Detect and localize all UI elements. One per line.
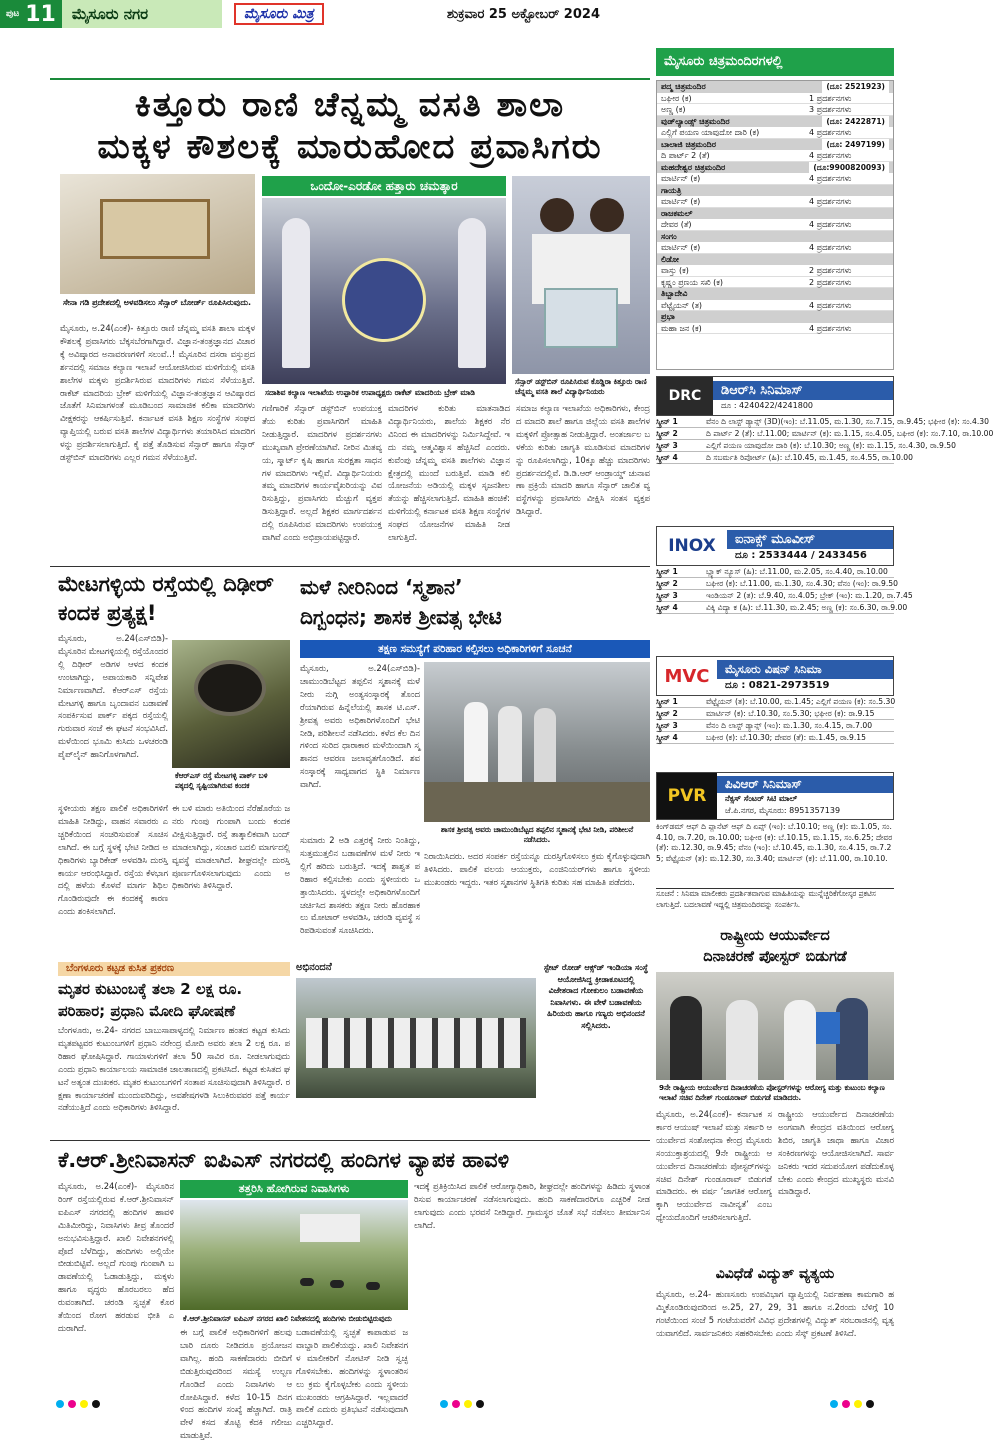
pvr-block [656,772,894,922]
movie-row [657,265,893,277]
drc-title: ಡಿಆರ್‌ಸಿ ಸಿನಿಮಾಸ್ [713,381,893,400]
movie-title: ಮಾರ್ಟಿನ್ (ಕ) [661,197,701,206]
ayur-caption: 9ನೇ ರಾಷ್ಟ್ರೀಯ ಆಯುರ್ವೇದ ದಿನಾಚರಣೆಯ ಪೋಸ್ಟರ್‌ಗಳನ್ನು ಆರೋಗ್ಯ ಮತ್ತು ಕುಟುಂಬ ಕಲ್ಯಾಣ ಇಲಾಖೆ ಸಚಿವ ದಿನೇಶ್ ಗುಂಡೂರಾವ್ ಬಿಡುಗಡೆ ಮಾಡಿದರು. [656,1082,894,1106]
screen-name: ಸ್ಕ್ರೀನ್ 4 [656,453,678,462]
mvc-title: ಮೈಸೂರು ವಿಷನ್ ಸಿನಿಮಾ [717,660,893,679]
inox-title-wrap [727,530,893,562]
screen-shows: ವೆಟ್ಟೈಯನ್ (ತ): ಬೆ.10.00, ಮ.1.45; ಎಲ್ಲಿಗೆ ಪಯಣ (ಕ): ಸಂ.5.30 [706,697,896,706]
story4-headline [58,978,290,1022]
story3-headline [300,572,650,634]
magenta-dot [68,1400,76,1408]
theatre-row [657,288,893,300]
crater-shape [194,660,266,716]
story5-body-col-2: ಈ ಬಗ್ಗೆ ಪಾಲಿಕೆ ಅಧಿಕಾರಿಗಳಿಗೆ ಹಲವು ಬಾರಿ ದೂರು ನೀಡಿದರೂ ಪ್ರಯೋಜನವಾಗಿಲ್ಲ. ಹಂದಿ ಸಾಕಣೆದಾರರು ಬೀದಿಗೆ ಬಿಡುತ್ತಿರುವುದರಿಂದ ಸಮಸ್ಯೆ ಉಲ್ಬಣಗೊಂಡಿದೆ ಎಂದು ನಿವಾಸಿಗಳು ಆರೋಪಿಸಿದ್ದಾರೆ. ಕಳೆದ 10-15 ದಿನಗಳಿಂದ ಹಂದಿಗಳ ಸಂಖ್ಯೆ ಹೆಚ್ಚಾಗಿದೆ. ರಾತ್ರಿ ವೇಳೆ ಕಸದ ತೊಟ್ಟಿ ಕೆದಕಿ ಗಲೀಜು ಮಾಡುತ್ತಿವೆ. [180,1327,292,1441]
inox-rows [656,566,913,614]
lead-caption-mid: ಸದಾಶಿವ ಕಲ್ಯಾಣ ಇಲಾಖೆಯ ಉಪ್ಪಾರಿಕ ಉಪಾಧ್ಯಕ್ಷರು ರಾಕೆಟ್ ಮಾದರಿಯ ಬ್ರೇಕ್ ಮಾಡಿ [262,386,506,398]
screen-row [656,708,894,720]
person-shape-3 [784,1000,816,1080]
ayur-headline [656,926,894,970]
movie-title: ಮಾರ್ಟಿನ್ (ಕ) [661,243,701,252]
movie-title: ವೆಟ್ಟೈಯನ್ (ತ) [661,300,703,310]
screen-row [656,428,993,440]
pvr-logo: PVR [657,773,717,819]
screen-row [656,566,894,578]
person-shape-1 [670,996,702,1080]
drc-phone: ದೂ : 4240422/4241800 [721,400,814,410]
movie-title: ಅಣ್ಣ (ಕ) [661,105,686,114]
person-shape-3 [534,708,556,782]
movie-title: ಮಹಾ ಜನ (ಕ) [661,323,702,333]
pig-shape-2 [330,1280,344,1288]
inox-block [656,526,913,630]
inox-phone: ದೂ : 2533444 / 2433456 [735,550,867,561]
lead-body-col-3: ಮಾದರಿಗಳ ಕುರಿತು ಮಾತನಾಡಿದ ವಿದ್ಯಾರ್ಥಿನಿಯರು, ಶಾಲೆಯ ಶಿಕ್ಷಕರ ನೆರವಿನಿಂದ ಈ ಮಾದರಿಗಳನ್ನು ನಿರ್ಮಿಸಿದ್ದೇವೆ. ಇದು ನಮ್ಮ ಆತ್ಮವಿಶ್ವಾಸ ಹೆಚ್ಚಿಸಿದೆ ಎಂದರು. ಕುವೆಂಪು ಚೆನ್ನಮ್ಮ ವಸತಿ ಶಾಲೆಗಳು ವಿಜ್ಞಾನ ಕ್ಷೇತ್ರದಲ್ಲಿ ಮುಂದೆ ಬರುತ್ತಿವೆ. ಮಾಡಿ ಕಲಿ ಯೋಜನೆಯ ಅಡಿಯಲ್ಲಿ ಮಕ್ಕಳ ಸೃಜನಶೀಲತೆಯನ್ನು ಹೆಚ್ಚಿಸಲಾಗುತ್ತಿದೆ. ಮಾಹಿತಿ ಹಂಚಿಕೆ: ಮಳಿಗೆಯಲ್ಲಿ ಕರ್ನಾಟಕ ವಸತಿ ಶಿಕ್ಷಣ ಸಂಸ್ಥೆಗಳ ಸಂಘದ ಯೋಜನೆಗಳ ಮಾಹಿತಿ ನೀಡಲಾಗುತ್ತಿದೆ. [388,403,510,543]
pig-shape-3 [366,1282,380,1290]
black-dot [866,1400,874,1408]
screen-name: ಸ್ಕ್ರೀನ್ 3 [656,721,678,730]
story5-body-col-4: ಇದಕ್ಕೆ ಪ್ರತಿಕ್ರಿಯಿಸಿದ ಪಾಲಿಕೆ ಆರೋಗ್ಯಾಧಿಕಾರಿ, ಶೀಘ್ರದಲ್ಲೇ ಹಂದಿಗಳನ್ನು ಹಿಡಿದು ಸ್ಥಳಾಂತರಿಸುವ ಕಾರ್ಯಾಚರಣೆ ನಡೆಸಲಾಗುವುದು. ಹಂದಿ ಸಾಕಣೆದಾರರಿಗೂ ಎಚ್ಚರಿಕೆ ನೀಡಲಾಗುವುದು ಎಂದು ಭರವಸೆ ನೀಡಿದ್ದಾರೆ. ಗ್ರಾಮಸ್ಥರ ಜೊತೆ ಸಭೆ ನಡೆಸಲು ತೀರ್ಮಾನಿಸಲಾಗಿದೆ. [414,1181,650,1230]
story5-strap: ತತ್ತರಿಸಿ ಹೋಗಿರುವ ನಿವಾಸಿಗಳು [180,1180,408,1198]
screen-shows: ಇಂಡಿಯನ್ 2 (ತ): ಬೆ.9.40, ಸಂ.4.05; ಬ್ರೇಕ್ (ಇಂ): ಮ.1.20, ರಾ.7.45 [706,591,913,600]
power-headline: ವಿವಿಧೆಡೆ ವಿದ್ಯುತ್ ವ್ಯತ್ಯಯ [715,1266,835,1282]
rocket-left-shape [282,218,310,368]
sidebar-title: ಮೈಸೂರು ಚಿತ್ರಮಂದಿರಗಳಲ್ಲಿ [656,48,894,76]
drc-rows [656,416,993,464]
theatre-name: ವುಡ್‌ಲ್ಯಾಂಡ್ಸ್ ಚಿತ್ರಮಂದಿರ [661,116,730,126]
story4-headline-line-2: ಪರಿಹಾರ; ಪ್ರಧಾನಿ ಮೋದಿ ಘೋಷಣೆ [58,1002,236,1020]
movie-row [657,219,893,231]
mvc-title-wrap [717,660,893,692]
movie-row [657,93,893,105]
story2-caption: ಕೆಆರ್‌ಎಸ್ ರಸ್ತೆ ಮೇಟಗಳ್ಳಿ ಪಾರ್ಕ್ ಬಳಿ ಪಕ್ಕದಲ್ಲಿ ಸೃಷ್ಟಿಯಾಗಿರುವ ಕಂದಕ [172,770,290,794]
story5-headline: ಕೆ.ಆರ್.ಶ್ರೀನಿವಾಸನ್ ಐಪಿಎಸ್ ನಗರದಲ್ಲಿ ಹಂದಿಗಳ ವ್ಯಾಪಕ ಹಾವಳಿ [58,1148,510,1172]
screen-shows: ಮಾರ್ಟಿನ್ (ಕ): ಬೆ.10.30, ಸಂ.5.30; ಭಘೀರ (ಕ): ರಾ.9.15 [706,709,875,718]
screen-row [656,578,898,590]
movie-row [657,323,893,335]
movie-title: ಮಾರ್ಟಿನ್ (ಕ) [661,174,701,183]
theatre-name: ಪದ್ಮ ಚಿತ್ರಮಂದಿರ [661,82,706,91]
story4-body: ಬೆಂಗಳೂರು, ಅ.24- ನಗರದ ಬಾಬುಸಾಪಾಳ್ಯದಲ್ಲಿ ನಿರ್ಮಾಣ ಹಂತದ ಕಟ್ಟಡ ಕುಸಿದು ಮೃತಪಟ್ಟವರ ಕುಟುಂಬಗಳಿಗೆ ಪ್ರಧಾನಿ ನರೇಂದ್ರ ಮೋದಿ ಅವರು ತಲಾ 2 ಲಕ್ಷ ರೂ. ಪರಿಹಾರ ಘೋಷಿಸಿದ್ದಾರೆ. ಗಾಯಾಳುಗಳಿಗೆ ತಲಾ 50 ಸಾವಿರ ರೂ. ನೀಡಲಾಗುವುದು ಎಂದು ಪ್ರಧಾನಿ ಕಾರ್ಯಾಲಯ ಸಾಮಾಜಿಕ ಜಾಲತಾಣದಲ್ಲಿ ಪ್ರಕಟಿಸಿದೆ. ಕಟ್ಟಡ ಕುಸಿತದ ಘಟನೆ ಅತ್ಯಂತ ದುಃಖಕರ. ಮೃತರ ಕುಟುಂಬಗಳಿಗೆ ಸಂತಾಪ ಸೂಚಿಸುವುದಾಗಿ ತಿಳಿಸಿದ್ದಾರೆ. ರಕ್ಷಣಾ ಕಾರ್ಯಾಚರಣೆ ಮುಂದುವರಿದಿದ್ದು, ಅವಶೇಷಗಳಡಿ ಸಿಲುಕಿರುವವರ ಪತ್ತೆ ಕಾರ್ಯ ನಡೆಯುತ್ತಿದೆ ಎಂದು ಅಧಿಕಾರಿಗಳು ತಿಳಿಸಿದ್ದಾರೆ. [58,1025,290,1113]
mvc-phone: ದೂ : 0821-2973519 [725,680,830,691]
paper-logo: ಮೈಸೂರು ಮಿತ್ರ [234,3,324,25]
theatre-name: ಮಹದೇಶ್ವರ ಚಿತ್ರಮಂದಿರ [661,162,726,172]
movie-shows: 3 ಪ್ರದರ್ಶನಗಳು [809,105,852,114]
pvr-shows: ಕಿಂಗ್‌ಡಮ್ ಆಫ್ ದಿ ಪ್ಲಾನೆಟ್ ಆಫ್ ದಿ ಏಪ್ಸ್ (ಇಂ): ಬೆ.10.10; ಅಣ್ಣ (ಕ): ಮ.1.05, ಸಂ.4.10, ರಾ.7.20, ರಾ.10.00; ಬಘೀರ (ಕ): ಬೆ.10.15, ಮ.1.15, ಸಂ.6.25; ದೇವರ (ತೆ): ಮ.12.30, ರಾ.9.45; ವೆನಂ (ಇಂ): ಬೆ.10.45, ಮ.1.30, ಸಂ.4.15, ರಾ.7.25; ವೆಟ್ಟೈಯನ್ (ತ): ಮ.12.30, ಸಂ.3.40; ಮಾರ್ಟಿನ್ (ಕ): ಬೆ.11.00, ರಾ.10.10. [656,822,893,863]
story4-kicker: ಬೆಂಗಳೂರು ಕಟ್ಟಡ ಕುಸಿತ ಪ್ರಕರಣ [58,962,290,976]
story5-body-col-1: ಮೈಸೂರು, ಅ.24(ಎಂಕೆ)- ಮೈಸೂರಿನ ರಿಂಗ್ ರಸ್ತೆಯಲ್ಲಿರುವ ಕೆ.ಆರ್.ಶ್ರೀನಿವಾಸನ್ ಐಪಿಎಸ್ ನಗರದಲ್ಲಿ ಹಂದಿಗಳ ಹಾವಳಿ ಮಿತಿಮೀರಿದ್ದು, ನಿವಾಸಿಗಳು ತೀವ್ರ ತೊಂದರೆ ಅನುಭವಿಸುತ್ತಿದ್ದಾರೆ. ಖಾಲಿ ನಿವೇಶನಗಳಲ್ಲಿ ಪೊದೆ ಬೆಳೆದಿದ್ದು, ಹಂದಿಗಳು ಅಲ್ಲಿಯೇ ಬೀಡುಬಿಟ್ಟಿವೆ. ಅಲ್ಲದೆ ಗುಂಪು ಗುಂಪಾಗಿ ಬಡಾವಣೆಯಲ್ಲಿ ಓಡಾಡುತ್ತಿದ್ದು, ಮಕ್ಕಳು ಹಾಗೂ ವೃದ್ಧರು ಹೊರಬರಲು ಹೆದರುವಂತಾಗಿದೆ. ಚರಂಡಿ ಸ್ವಚ್ಛತೆ ಕೊರತೆಯಿಂದ ರೋಗ ಹರಡುವ ಭೀತಿ ಎದುರಾಗಿದೆ. [58,1181,174,1333]
screen-name: ಸ್ಕ್ರೀನ್ 3 [656,591,678,600]
registration-marks-right [830,1400,890,1412]
movie-shows: 4 ಪ್ರದರ್ಶನಗಳು [809,174,852,183]
students-photo [512,176,650,374]
story2-body-col-1: ಮೈಸೂರು, ಅ.24(ಎಸ್‌ಬಿಡಿ)- ಮೈಸೂರಿನ ಮೇಟಗಳ್ಳಿಯಲ್ಲಿ ರಸ್ತೆಯೊಂದರಲ್ಲಿ ದಿಢೀರ್ ಅಡಿಗಳ ಆಳದ ಕಂದಕ ಉಂಟಾಗಿದ್ದು, ಅಪಾಯಕಾರಿ ಸನ್ನಿವೇಶ ನಿರ್ಮಾಣವಾಗಿದೆ. ಕೆಆರ್‌ಎಸ್ ರಸ್ತೆಯ ಮೇಟಗಳ್ಳಿ ಹಾಗೂ ಬೃಂದಾವನ ಬಡಾವಣೆ ಸಂಪರ್ಕಿಸುವ ಪಾರ್ಕ್ ಪಕ್ಕದ ರಸ್ತೆಯಲ್ಲಿ ಗುರುವಾರ ಸಂಜೆ ಈ ಘಟನೆ ಸಂಭವಿಸಿದೆ. ಮಳೆಯಿಂದ ಭೂಮಿ ಕುಸಿದು ಒಳಚರಂಡಿ ಪೈಪ್‌ಲೈನ್ ಹಾನಿಗೊಳಗಾಗಿದೆ. [58,633,169,760]
power-body: ಮೈಸೂರು, ಅ.24- ಹುಣಸೂರು ಉಪವಿಭಾಗ ವ್ಯಾಪ್ತಿಯಲ್ಲಿ ನಿರ್ವಹಣಾ ಕಾಮಗಾರಿ ಹಮ್ಮಿಕೊಂಡಿರುವುದರಿಂದ ಅ.25, 27, 29, 31 ಹಾಗೂ ನ.2ರಂದು ಬೆಳಿಗ್ಗೆ 10 ಗಂಟೆಯಿಂದ ಸಂಜೆ 5 ಗಂಟೆಯವರೆಗೆ ವಿವಿಧ ಪ್ರದೇಶಗಳಲ್ಲಿ ವಿದ್ಯುತ್ ಸರಬರಾಜಿನಲ್ಲಿ ವ್ಯತ್ಯಯವಾಗಲಿದೆ. ಸಾರ್ವಜನಿಕರು ಸಹಕರಿಸಬೇಕು ಎಂದು ಸೆಸ್ಕ್ ಪ್ರಕಟಣೆ ತಿಳಿಸಿದೆ. [656,1289,894,1338]
theatre-phone: (ದೂ: 2497199) [822,139,889,151]
congrats-title: ಅಭಿನಂದನೆ [296,962,332,973]
sensor-board-photo [60,174,255,294]
theatre-phone: (ದೂ: 2422871) [822,116,889,128]
drc-title-wrap [713,381,893,412]
theatre-name: ಪ್ರಭಾ [661,312,675,321]
lead-headline-line-1: ಕಿತ್ತೂರು ರಾಣಿ ಚೆನ್ನಮ್ಮ ವಸತಿ ಶಾಲಾ [134,85,566,125]
issue-date: ಶುಕ್ರವಾರ 25 ಅಕ್ಟೋಬರ್ 2024 [446,6,600,22]
screen-shows: ದಿ ಸಬರ್ಮತಿ ರಿಪೋರ್ಟ್ (ಹಿ): ಬೆ.10.45, ಮ.1.45, ಸಂ.4.55, ರಾ.10.00 [706,453,913,462]
divider [50,566,650,567]
student-head-2 [590,198,624,232]
theatre-name: ತಿಬ್ಬಾದೇವಿ [661,289,688,298]
screen-shows: ದಿ ಪಾರ್ಟ್ 2 (ತೆ): ಬೆ.11.00; ಮಾರ್ಟಿನ್ (ಕ): ಮ.1.15, ಸಂ.4.05, ಬಘೀರ (ಕ): ಸಂ.7.10, ರಾ.10.00 [706,429,993,438]
movie-shows: 4 ಪ್ರದರ್ಶನಗಳು [809,300,852,310]
story3-headline-line-1: ಮಳೆ ನೀರಿನಿಂದ ‘ಸ್ಮಶಾನ’ [300,575,463,599]
theatre-row [657,139,893,151]
screen-shows: ಬಘೀರ (ಕ): ಬೆ.10.30; ದೇವರ (ತೆ): ಮ.1.45, ರಾ.9.15 [706,733,866,742]
black-dot [476,1400,484,1408]
movie-row [657,150,893,162]
movie-shows: 4 ಪ್ರದರ್ಶನಗಳು [809,243,852,252]
screen-name: ಸ್ಕ್ರೀನ್ 3 [656,441,678,450]
story3-strap: ತಕ್ಷಣ ಸಮಸ್ಯೆಗೆ ಪರಿಹಾರ ಕಲ್ಪಿಸಲು ಅಧಿಕಾರಿಗಳಿಗೆ ಸೂಚನೆ [300,640,650,658]
ayur-body-col-1: ಮೈಸೂರು, ಅ.24(ಎಂಕೆ)- ಕರ್ನಾಟಕ ಸರ್ಕಾರ ಆಯುಷ್ ಇಲಾಖೆ ಮತ್ತು ಸರ್ಕಾರಿ ಆಯುರ್ವೇದ ಸಂಶೋಧನಾ ಕೇಂದ್ರ ಮೈಸೂರು ಸಂಯುಕ್ತಾಶ್ರಯದಲ್ಲಿ 9ನೇ ರಾಷ್ಟ್ರೀಯ ಆಯುರ್ವೇದ ದಿನಾಚರಣೆಯ ಪೋಸ್ಟರ್‌ಗಳನ್ನು ಸಚಿವ ದಿನೇಶ್ ಗುಂಡೂರಾವ್ ಬಿಡುಗಡೆ ಮಾಡಿದರು. ಈ ವರ್ಷ ‘ಜಾಗತಿಕ ಆರೋಗ್ಯಕ್ಕಾಗಿ ಆಯುರ್ವೇದ ನಾವೀನ್ಯತೆ’ ಎಂಬ ಧ್ಯೇಯದೊಂದಿಗೆ ಆಚರಿಸಲಾಗುತ್ತಿದೆ. [656,1109,772,1223]
screen-name: ಸ್ಕ್ರೀನ್ 4 [656,603,678,612]
water-shape [424,782,650,822]
yellow-dot [464,1400,472,1408]
page-number-box [0,0,62,28]
screen-row [656,696,894,708]
movie-row [657,300,893,312]
crater-photo [172,640,290,768]
person-shape-4 [836,998,868,1080]
theatre-row [657,254,893,266]
movie-title: ದಿ ಪಾರ್ಟ್ 2 (ತೆ) [661,151,710,160]
drc-header [656,376,894,416]
movie-title: ಬಘೀರ (ಕ) [661,93,692,103]
poster-shape [816,1012,840,1044]
movie-title: ವಾಸ್ತು (ಕ) [661,266,689,275]
person-shape-1 [464,702,488,782]
lead-headline [50,84,650,170]
movie-shows: 4 ಪ್ರದರ್ಶನಗಳು [809,220,852,229]
story3-body-col-2: ಸುಮಾರು 2 ಅಡಿ ಎತ್ತರಕ್ಕೆ ನೀರು ನಿಂತಿದ್ದು, ಸುತ್ತಮುತ್ತಲಿನ ಬಡಾವಣೆಗಳ ಮಳೆ ನೀರು ಇಲ್ಲಿಗೆ ಹರಿದು ಬರುತ್ತಿದೆ. ಇದಕ್ಕೆ ಶಾಶ್ವತ ಪರಿಹಾರ ಕಲ್ಪಿಸಬೇಕು ಎಂದು ಸ್ಥಳೀಯರು ಒತ್ತಾಯಿಸಿದರು. ಸ್ಥಳದಲ್ಲೇ ಅಧಿಕಾರಿಗಳೊಂದಿಗೆ ಚರ್ಚಿಸಿದ ಶಾಸಕರು ತಕ್ಷಣ ನೀರು ಹೊರಹಾಕಲು ಮೋಟಾರ್ ಅಳವಡಿಸಿ, ಚರಂಡಿ ವ್ಯವಸ್ಥೆ ಸರಿಪಡಿಸುವಂತೆ ಸೂಚಿಸಿದರು. [300,835,420,936]
screen-name: ಸ್ಕ್ರೀನ್ 2 [656,709,678,718]
theatre-name: ಬಾಲಾಜಿ ಚಿತ್ರಮಂದಿರ [661,139,716,149]
pig-shape-1 [300,1278,314,1286]
lead-body-col-1: ಮೈಸೂರು, ಅ.24(ಎಂಕೆ)- ಕಿತ್ತೂರು ರಾಣಿ ಚೆನ್ನಮ್ಮ ವಸತಿ ಶಾಲಾ ಮಕ್ಕಳ ಕೌಶಲಕ್ಕೆ ಪ್ರವಾಸಿಗರು ಬೆಕ್ಕಸಬೆರಗಾಗಿದ್ದಾರೆ. ವಿಜ್ಞಾನ-ತಂತ್ರಜ್ಞಾನದ ವಿಚಾರಕ್ಕೆ ಅವಿಷ್ಕಾರದ ಅನಾವರಣಗಳಿಗೆ ಸಲುವೆ..! ಮೈಸೂರಿನ ದಸರಾ ವಸ್ತುಪ್ರದರ್ಶನದಲ್ಲಿ ಸಮಾಜ ಕಲ್ಯಾಣ ಇಲಾಖೆ ಆಯೋಜಿಸಿರುವ ಮಳಿಗೆಯಲ್ಲಿ ವಸತಿ ಶಾಲೆಗಳ ಮಕ್ಕಳು ಪ್ರದರ್ಶಿಸಿರುವ ಮಾದರಿಗಳು ಗಮನ ಸೆಳೆಯುತ್ತಿವೆ. ರಾಕೆಟ್ ಮಾದರಿಯ ಬ್ರೇಕ್ ಮಳಿಗೆಯಲ್ಲಿ ವಿಜ್ಞಾನ-ತಂತ್ರಜ್ಞಾನ ಆವಿಷ್ಕಾರದ ಜೊತೆಗೆ ಸಿನಿಮಾಗಳಂತೆ ಮೂಡಿಬಂದ ಸಾಮಾಜಿಕ ಕಲಿಕಾ ಮಾದರಿಗಳು ವೀಕ್ಷಕರನ್ನು ಆಕರ್ಷಿಸುತ್ತಿವೆ. ಕರ್ನಾಟಕ ವಸತಿ ಶಿಕ್ಷಣ ಸಂಸ್ಥೆಗಳ ಸಂಘದ ವ್ಯಾಪ್ತಿಯಲ್ಲಿ ಬರುವ ವಸತಿ ಶಾಲೆಗಳ ವಿದ್ಯಾರ್ಥಿಗಳು ತಯಾರಿಸಿದ ಮಾದರಿಗಳನ್ನು ಪ್ರದರ್ಶಿಸಲಾಗುತ್ತಿದೆ. ಕೈ ಪತ್ತೆ ತೊಡಿಸುವ ಸೆನ್ಸಾರ್ ಹಾಗೂ ಸೆನ್ಸಾರ್ ಡಸ್ಟ್‌ಬಿನ್ ಮಾದರಿಗಳು ಎಲ್ಲರ ಗಮನ ಸೆಳೆಯುತ್ತಿವೆ. [60,323,255,463]
story5-body-col-3: ಬಡಾವಣೆಯಲ್ಲಿ ಸ್ವಚ್ಛತೆ ಕಾಪಾಡುವ ಜವಾಬ್ದಾರಿ ಪಾಲಿಕೆಯದ್ದು. ಖಾಲಿ ನಿವೇಶನಗಳ ಮಾಲೀಕರಿಗೆ ನೋಟಿಸ್ ನೀಡಿ ಸ್ವಚ್ಛಗೊಳಿಸಬೇಕು. ಹಂದಿಗಳನ್ನು ಸ್ಥಳಾಂತರಿಸಲು ಕ್ರಮ ಕೈಗೊಳ್ಳಬೇಕು ಎಂದು ಸ್ಥಳೀಯ ಮುಖಂಡರು ಆಗ್ರಹಿಸಿದ್ದಾರೆ. ಇಲ್ಲವಾದರೆ ಪಾಲಿಕೆ ಎದುರು ಪ್ರತಿಭಟನೆ ನಡೆಸುವುದಾಗಿ ಎಚ್ಚರಿಸಿದ್ದಾರೆ. [296,1327,408,1428]
pvr-header [656,772,894,820]
group-photo [296,978,536,1098]
theatre-name: ಲಿಡೋ [661,254,679,264]
theatre-phone: (ದೂ: 2521923) [822,81,889,93]
lead-body-col-2: ಗಣಿಗಾರಿಕೆ ಸೆನ್ಸಾರ್ ಡಸ್ಟ್‌ಬಿನ್ ಉಪಯುಕ್ತತೆಯ ಕುರಿತು ಪ್ರವಾಸಿಗರಿಗೆ ಮಾಹಿತಿ ನೀಡುತ್ತಿದ್ದಾರೆ. ಮಾದರಿಗಳ ಪ್ರದರ್ಶನಗಳು ಮುಖ್ಯವಾಗಿ ಪ್ರೇರಣೆಯಾಗಿವೆ. ನೀರಿನ ಮಿತವ್ಯಯ, ಸ್ಮಾರ್ಟ್ ಕೃಷಿ ಹಾಗೂ ಸುರಕ್ಷತಾ ಸಾಧನಗಳ ಮಾದರಿಗಳು ಇಲ್ಲಿವೆ. ವಿದ್ಯಾರ್ಥಿನಿಯರು ತಮ್ಮ ಮಾದರಿಗಳ ಕಾರ್ಯವೈಖರಿಯನ್ನು ವಿವರಿಸುತ್ತಿದ್ದು, ಪ್ರವಾಸಿಗರು ಮೆಚ್ಚುಗೆ ವ್ಯಕ್ತಪಡಿಸುತ್ತಿದ್ದಾರೆ. ಅಲ್ಲದೆ ಶಿಕ್ಷಕರ ಮಾರ್ಗದರ್ಶನದಲ್ಲಿ ರೂಪಿಸಿರುವ ಮಾದರಿಗಳು ಉಪಯುಕ್ತವಾಗಿವೆ ಎಂದು ಅಭಿಪ್ರಾಯಪಟ್ಟಿದ್ದಾರೆ. [262,403,382,543]
header-rule [50,78,650,80]
yellow-dot [80,1400,88,1408]
screen-shows: ವಿಕ್ಕಿ ವಿದ್ಯಾ ಕ (ಹಿ): ಬೆ.11.30, ಮ.2.45; ಅಣ್ಣ (ಕ): ಸಂ.6.30, ರಾ.9.00 [706,603,908,612]
person-shape-2 [726,1000,758,1080]
lead-caption-left: ಸೇನಾ ಗಡಿ ಪ್ರದೇಶದಲ್ಲಿ ಅಳವಡಿಸಲು ಸೆನ್ಸಾರ್ ಬೋರ್ಡ್ ರೂಪಿಸಿರುವುದು. [60,296,255,320]
movie-shows: 2 ಪ್ರದರ್ಶನಗಳು [809,266,852,275]
theatre-row [657,116,893,128]
story5-caption: ಕೆ.ಆರ್.ಶ್ರೀನಿವಾಸನ್ ಐಪಿಎಸ್ ನಗರದ ಖಾಲಿ ನಿವೇಶನದಲ್ಲಿ ಹಂದಿಗಳು ಬೀಡುಬಿಟ್ಟಿರುವುದು [180,1312,408,1324]
screen-name: ಸ್ಕ್ರೀನ್ 2 [656,429,678,438]
story3-caption: ಶಾಸಕ ಶ್ರೀವತ್ಸ ಅವರು ಚಾಮುಂಡಿಬೆಟ್ಟದ ತಪ್ಪಲಿನ ಸ್ಮಶಾನಕ್ಕೆ ಭೇಟಿ ನೀಡಿ, ಪರಿಶೀಲನೆ ನಡೆಸಿದರು. [424,824,650,848]
yellow-dot [854,1400,862,1408]
congrats-text: ಸ್ಟೇಟ್ ರೋಡ್ ಆಕ್ಸ್‌ಡ್ ಇಂಡಿಯಾ ಸಂಸ್ಥೆ ಆಯೋಜಿಸಿದ್ದ ಕ್ರೀಡಾಕೂಟದಲ್ಲಿ ವಿಜೇತರಾದ ಗೋಕುಲಂ ಬಡಾವಣೆಯ ನಿವಾಸಿಗಳು. ಈ ವೇಳೆ ಬಡಾವಣೆಯ ಹಿರಿಯರು ಹಾಗೂ ಗಣ್ಯರು ಅಭಿನಂದನೆ ಸಲ್ಲಿಸಿದರು. [543,963,649,1030]
movie-row [657,196,893,208]
divider [50,1140,650,1141]
pvr-title: ಪಿವಿಆರ್ ಸಿನಿಮಾಸ್ [717,776,893,793]
movie-row [657,277,893,289]
movie-title: ಕೃಷ್ಣಂ ಪ್ರಣಯ ಸಖಿ (ಕ) [661,277,723,287]
theatre-row [657,185,893,197]
black-dot [92,1400,100,1408]
theatre-row [657,208,893,220]
ayur-headline-line-1: ರಾಷ್ಟ್ರೀಯ ಆಯುರ್ವೇದ [720,928,830,944]
inox-header [656,526,894,566]
screen-row [656,452,913,464]
movie-row [657,104,893,116]
theatre-phone: (ದೂ:9900820093) [809,162,889,174]
movie-row [657,242,893,254]
rocket-model-photo [262,198,506,384]
section-title: ಮೈಸೂರು ನಗರ [62,0,222,28]
theatre-row [657,231,893,243]
movie-shows: 2 ಪ್ರದರ್ಶನಗಳು [809,277,852,287]
rocket-right-shape [458,218,486,368]
story2-body-col-3: ಈ ಬಳಿ ಮಾರು ಅತಿಯಿಂದ ನೆರೆಹೊರೆಯ ಜನರು ಗುಂಪು ಗುಂಪಾಗಿ ಬಂದು ಕಂದಕ ವೀಕ್ಷಿಸುತ್ತಿದ್ದಾರೆ. ರಸ್ತೆ ತಾತ್ಕಾಲಿಕವಾಗಿ ಬಂದ್ ಮಾಡಲಾಗಿದ್ದು, ಸಂಚಾರ ಬದಲಿ ಮಾರ್ಗದಲ್ಲಿ ವ್ಯವಸ್ಥೆ ಮಾಡಲಾಗಿದೆ. ಶೀಘ್ರದಲ್ಲೇ ದುರಸ್ತಿ ಪೂರ್ಣಗೊಳಿಸಲಾಗುವುದು ಎಂದು ಅಧಿಕಾರಿಗಳು ತಿಳಿಸಿದ್ದಾರೆ. [172,803,290,891]
magenta-dot [842,1400,850,1408]
screen-row [656,440,956,452]
ayur-photo [656,972,894,1080]
drc-logo: DRC [657,377,713,415]
pigs-photo [180,1200,408,1310]
movie-shows: 4 ಪ್ರದರ್ಶನಗಳು [809,323,852,333]
board-shape [100,199,210,259]
movie-shows: 4 ಪ್ರದರ್ಶನಗಳು [809,128,852,137]
mvc-logo: MVC [657,657,717,695]
theatre-row [657,311,893,323]
story3-headline-line-2: ದಿಗ್ಬಂಧನ; ಶಾಸಕ ಶ್ರೀವತ್ಸ ಭೇಟಿ [300,605,502,629]
lead-strap: ಒಂದೋ-ಎರಡೋ ಹತ್ತಾರು ಚಮತ್ಕಾರ [262,176,506,196]
screen-shows: ವೆನಂ ದಿ ಲಾಸ್ಟ್ ಡ್ಯಾನ್ಸ್ (ಇಂ): ಮ.1.30, ಸಂ.4.15, ರಾ.7.00 [706,721,873,730]
theatre-row [657,81,893,93]
screen-row [656,602,908,614]
movie-row [657,173,893,185]
movie-shows: 4 ಪ್ರದರ್ಶನಗಳು [809,197,852,206]
movie-row [657,127,893,139]
dustbin-model [544,288,618,348]
screen-name: ಸ್ಕ್ರೀನ್ 1 [656,417,678,426]
theatre-name: ಗಾಯತ್ರಿ [661,185,682,195]
mvc-header [656,656,894,696]
screen-row [656,590,913,602]
movie-title: ಎಲ್ಲಿಗೆ ಪಯಣ ಯಾವುದೋ ದಾರಿ (ಕ) [661,128,760,137]
story3-body-col-3: ನಿರಾಯಿಸಿದರು. ಅದರ ಸಂಪರ್ಕ ರಸ್ತೆಯನ್ನೂ ದುರಸ್ತಿಗೊಳಿಸಲು ಕ್ರಮ ಕೈಗೊಳ್ಳುವುದಾಗಿ ತಿಳಿಸಿದರು. ಪಾಲಿಕೆ ವಲಯ ಆಯುಕ್ತರು, ಎಂಜಿನಿಯರ್‌ಗಳು ಹಾಗೂ ಸ್ಥಳೀಯ ಮುಖಂಡರು ಇದ್ದರು. ಇತರ ಸ್ಮಶಾನಗಳ ಸ್ಥಿತಿಗತಿ ಕುರಿತು ಸಹ ಮಾಹಿತಿ ಪಡೆದರು. [424,851,650,887]
magenta-dot [452,1400,460,1408]
page-header [0,0,600,28]
cemetery-visit-photo [424,662,650,822]
congrats-box [296,962,650,1138]
person-shape-2 [498,706,522,782]
story2-headline: ಮೇಟಗಳ್ಳಿಯ ರಸ್ತೆಯಲ್ಲಿ ದಿಢೀರ್ ಕಂದಕ ಪ್ರತ್ಯಕ್ಷ! [58,572,274,625]
page-label: ಪುಟ [6,9,20,19]
story4-headline-line-1: ಮೃತರ ಕುಟುಂಬಕ್ಕೆ ತಲಾ 2 ಲಕ್ಷ ರೂ. [58,980,243,998]
cyan-dot [56,1400,64,1408]
lead-body-col-4: ಸಮಾಜ ಕಲ್ಯಾಣ ಇಲಾಖೆಯ ಅಧಿಕಾರಿಗಳು, ಕೇಂದ್ರದ ಮಾದರಿ ಶಾಲೆ ಹಾಗೂ ಜಿಲ್ಲೆಯ ವಸತಿ ಶಾಲೆಗಳ ಮಕ್ಕಳಿಗೆ ಪ್ರೋತ್ಸಾಹ ನೀಡುತ್ತಿದ್ದಾರೆ. ಅಂತರ್ಜಾಲ ಬಳಕೆಯ ಕುರಿತು ಜಾಗೃತಿ ಮೂಡಿಸುವ ಮಾದರಿಗಳನ್ನು ರೂಪಿಸಲಾಗಿದ್ದು, 10ಕ್ಕೂ ಹೆಚ್ಚು ಮಾದರಿಗಳು ಪ್ರದರ್ಶನದಲ್ಲಿವೆ. ಡಿ.ಡಿ.ಆರ್ ಆಂಡ್ರಾಯ್ಡ್ ಚುನಾವಣಾ ಪ್ರಕ್ರಿಯೆ ಮಾದರಿ ಹಾಗೂ ಸೆನ್ಸಾರ್ ಚಾಲಿತ ವ್ಯವಸ್ಥೆಗಳನ್ನು ಪ್ರವಾಸಿಗರು ವೀಕ್ಷಿಸಿ ಸಂತಸ ವ್ಯಕ್ತಪಡಿಸಿದ್ದಾರೆ. [516,403,650,517]
movie-shows: 1 ಪ್ರದರ್ಶನಗಳು [809,93,852,103]
cyan-dot [830,1400,838,1408]
screen-name: ಸ್ಕ್ರೀನ್ 1 [656,567,678,576]
screen-shows: ಎಲ್ಲಿಗೆ ಪಯಣ ಯಾವುದೋ ದಾರಿ (ಕ): ಬೆ.10.30; ಅಣ್ಣ (ಕ): ಮ.1.15, ಸಂ.4.30, ರಾ.9.50 [706,441,956,450]
screen-shows: ಬ್ಲ್ಯಾಕ್ ನ್ಯೂಸ್ (ಹಿ): ಬೆ.11.00, ಮ.2.05, ಸಂ.4.40, ರಾ.10.00 [706,567,888,576]
drc-block [656,376,993,520]
inox-title: ಐನಾಕ್ಸ್ ಮೂವೀಸ್ [727,530,893,549]
page-number: 11 [25,1,56,27]
screen-shows: ಬಘೀರ (ಕ): ಬೆ.11.00, ಮ.1.30, ಸಂ.4.30; ವೆನಂ (ಇಂ): ರಾ.9.50 [706,579,898,588]
ayur-body-col-2: ರಾಷ್ಟ್ರೀಯ ಆಯುರ್ವೇದ ದಿನಾಚರಣೆಯ ಅಂಗವಾಗಿ ಕೇಂದ್ರದ ವತಿಯಿಂದ ಆರೋಗ್ಯ ಶಿಬಿರ, ಜಾಗೃತಿ ಜಾಥಾ ಹಾಗೂ ವಿಚಾರ ಸಂಕಿರಣಗಳನ್ನು ಆಯೋಜಿಸಲಾಗಿದೆ. ಸಾರ್ವಜನಿಕರು ಇದರ ಸದುಪಯೋಗ ಪಡೆದುಕೊಳ್ಳಬೇಕು ಎಂದು ಕೇಂದ್ರದ ಮುಖ್ಯಸ್ಥರು ಮನವಿ ಮಾಡಿದ್ದಾರೆ. [778,1109,894,1197]
movie-shows: 4 ಪ್ರದರ್ಶನಗಳು [809,151,852,160]
story2-body-col-2: ಸ್ಥಳೀಯರು ತಕ್ಷಣ ಪಾಲಿಕೆ ಅಧಿಕಾರಿಗಳಿಗೆ ಮಾಹಿತಿ ನೀಡಿದ್ದು, ವಾಹನ ಸವಾರರು ಎಚ್ಚರಿಕೆಯಿಂದ ಸಂಚರಿಸುವಂತೆ ಸೂಚಿಸಲಾಗಿದೆ. ಈ ಬಗ್ಗೆ ಸ್ಥಳಕ್ಕೆ ಭೇಟಿ ನೀಡಿದ ಅಧಿಕಾರಿಗಳು ಬ್ಯಾರಿಕೇಡ್ ಅಳವಡಿಸಿ ದುರಸ್ತಿ ಕಾರ್ಯ ಆರಂಭಿಸಿದ್ದಾರೆ. ರಸ್ತೆಯ ಕೆಳಭಾಗದಲ್ಲಿ ಹಳೆಯ ಕೊಳವೆ ಮಾರ್ಗ ಶಿಥಿಲಗೊಂಡಿರುವುದೇ ಈ ಕಂದಕಕ್ಕೆ ಕಾರಣ ಎಂದು ಶಂಕಿಸಲಾಗಿದೆ. [58,803,168,917]
pvr-title-wrap [717,776,893,817]
screen-shows: ವೆನಂ ದಿ ಲಾಸ್ಟ್ ಡ್ಯಾನ್ಸ್ (3D)(ಇಂ): ಬೆ.11.05, ಮ.1.30, ಸಂ.7.15, ರಾ.9.45; ಭಘೀರ (ಕ): ಸಂ.4.30 [706,417,989,426]
theatre-name: ಸಂಗಂ [661,231,677,241]
student-head-1 [540,198,574,232]
cyan-dot [440,1400,448,1408]
screen-row [656,720,894,732]
lead-caption-right: ಸೆನ್ಸಾರ್ ಡಸ್ಟ್‌ಬಿನ್ ರೂಪಿಸಿರುವ ಕೊಡ್ಡಿರಾ ಕಿತ್ತೂರು ರಾಣಿ ಚೆನ್ನಮ್ಮ ವಸತಿ ಶಾಲೆ ವಿದ್ಯಾರ್ಥಿನಿಯರು [512,376,650,400]
screen-row [656,732,894,744]
building-shape [300,1214,360,1242]
ayur-headline-line-2: ದಿನಾಚರಣೆ ಪೋಸ್ಟರ್ ಬಿಡುಗಡೆ [703,949,847,965]
screen-name: ಸ್ಕ್ರೀನ್ 4 [656,733,678,742]
group-shape [306,1018,526,1068]
theatre-name: ರಾಜಕಮಲ್ [661,208,693,218]
movie-title: ದೇವರ (ತೆ) [661,220,692,229]
screen-row [656,416,989,428]
screen-name: ಸ್ಕ್ರೀನ್ 2 [656,579,678,588]
registration-marks-left [56,1400,116,1412]
mvc-block [656,656,894,766]
lead-headline-line-2: ಮಕ್ಕಳ ಕೌಶಲಕ್ಕೆ ಮಾರುಹೋದ ಪ್ರವಾಸಿಗರು [97,127,603,167]
theatre-list [656,80,894,370]
screen-name: ಸ್ಕ್ರೀನ್ 1 [656,697,678,706]
story3-body-col-1: ಮೈಸೂರು, ಅ.24(ಎಸ್‌ಬಿಡಿ)- ಚಾಮುಂಡಿಬೆಟ್ಟದ ತಪ್ಪಲಿನ ಸ್ಮಶಾನಕ್ಕೆ ಮಳೆ ನೀರು ನುಗ್ಗಿ ಅಂತ್ಯಸಂಸ್ಕಾರಕ್ಕೆ ತೊಂದರೆಯಾಗಿರುವ ಹಿನ್ನೆಲೆಯಲ್ಲಿ ಶಾಸಕ ಟಿ.ಎಸ್.ಶ್ರೀವತ್ಸ ಅವರು ಅಧಿಕಾರಿಗಳೊಂದಿಗೆ ಭೇಟಿ ನೀಡಿ, ಪರಿಶೀಲನೆ ನಡೆಸಿದರು. ಕಳೆದ ಕೆಲ ದಿನಗಳಿಂದ ಸುರಿದ ಧಾರಾಕಾರ ಮಳೆಯಿಂದಾಗಿ ಸ್ಮಶಾನದ ಆವರಣ ಜಲಾವೃತಗೊಂಡಿದೆ. ಶವಸಂಸ್ಕಾರಕ್ಕೆ ಸಾಧ್ಯವಾಗದ ಸ್ಥಿತಿ ನಿರ್ಮಾಣವಾಗಿದೆ. [300,663,420,790]
mvc-rows [656,696,894,744]
inox-logo: INOX [657,527,727,565]
display-circle [342,258,426,342]
pvr-note: ಸೂಚನೆ : ಸಿನಿಮಾ ಮಾಲೀಕರು ಪ್ರದರ್ಶಿತವಾಗುವ ಮಾಹಿತಿಯನ್ನು ಮುನ್ನೆಚ್ಚರಿಕೆಗೋಸ್ಕರ ಪ್ರಕಟಿಸಲಾಗುತ್ತಿದೆ. ಬದಲಾವಣೆ ಇದ್ದಲ್ಲಿ ಚಿತ್ರಮಂದಿರವನ್ನು ಸಂಪರ್ಕಿಸಿ. [656,888,894,922]
pvr-subtitle: ನೆಕ್ಸಸ್ ಸೆಂಟರ್ ಸಿಟಿ ಮಾಲ್ [725,793,798,803]
registration-marks-center [440,1400,500,1412]
theatre-row [657,162,893,174]
pvr-phone: ಜೆ.ಪಿ.ನಗರ, ಮೈಸೂರು: 8951357139 [725,805,841,815]
